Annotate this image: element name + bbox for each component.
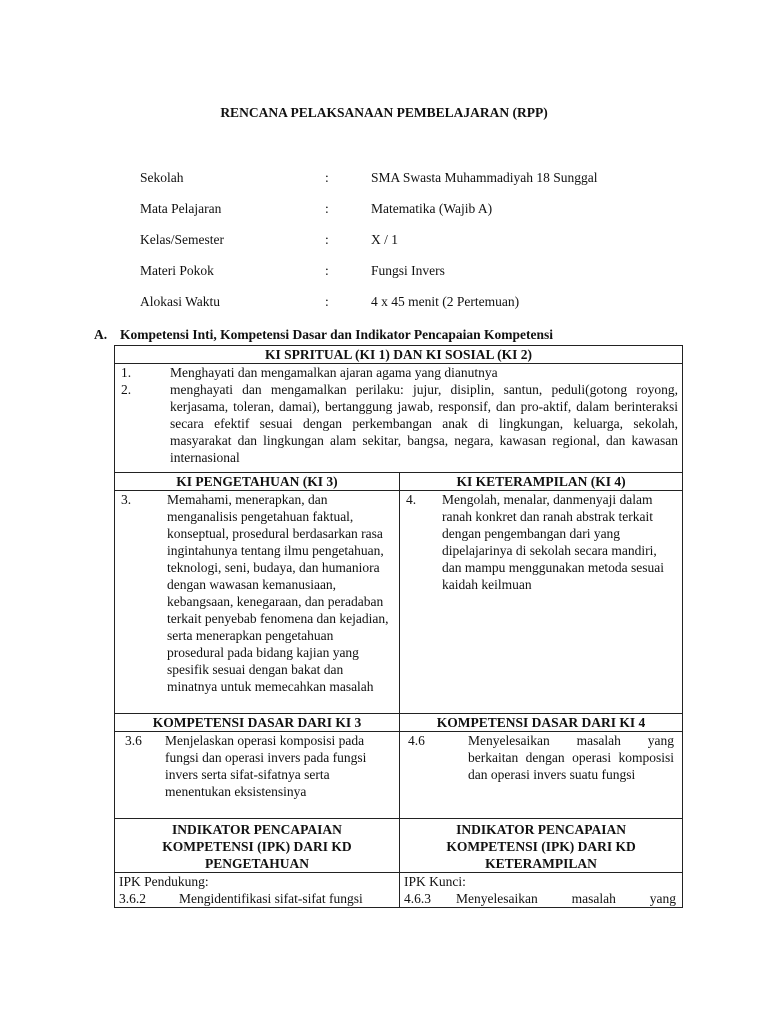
ki3-body bbox=[115, 491, 400, 714]
kd-item-number: 3.6 bbox=[125, 733, 142, 748]
ipk-subheading: IPK Pendukung: bbox=[119, 874, 209, 889]
ki-item-number: 1. bbox=[121, 365, 132, 380]
ipk-keterampilan-body bbox=[400, 873, 683, 908]
ki-item-text: Menghayati dan mengamalkan ajaran agama yang dianutnya bbox=[170, 365, 498, 380]
ki12-header: KI SPRITUAL (KI 1) DAN KI SOSIAL (KI 2) bbox=[115, 346, 683, 364]
ipk-item bbox=[404, 890, 676, 907]
identity-value: Fungsi Invers bbox=[371, 263, 445, 278]
ipk-pengetahuan-header: INDIKATOR PENCAPAIAN KOMPETENSI (IPK) DARI KD PENGETAHUAN bbox=[115, 819, 400, 873]
identity-colon: : bbox=[325, 294, 329, 309]
section-letter: A. bbox=[94, 327, 108, 342]
identity-label: Materi Pokok bbox=[140, 263, 214, 278]
ki-item-text: Mengolah, menalar, danmenyaji dalam ranah konkret dan ranah abstrak terkait dengan pengembangan dari yang dipelajarinya di sekolah secara mandiri, dan mampu menggunakan metoda sesuai kaidah keilmuan bbox=[442, 492, 664, 592]
identity-colon: : bbox=[325, 232, 329, 247]
identity-colon: : bbox=[325, 263, 329, 278]
identity-value: X / 1 bbox=[371, 232, 398, 247]
ki12-body bbox=[115, 364, 683, 473]
kd4-body bbox=[400, 732, 683, 819]
ki-item-text: Memahami, menerapkan, dan menganalisis pengetahuan faktual, konseptual, prosedural berdasarkan rasa ingintahunya tentang ilmu pengetahuan, teknologi, seni, budaya, dan humaniora dengan wawasan kemanusiaan, kebangsaan, kenegaraan, dan peradaban terkait penyebab fenomena dan kejadian, serta menerapkan pengetahuan prosedural pada bidang kajian yang spesifik sesuai dengan bakat dan minatnya untuk memecahkan masalah bbox=[167, 492, 389, 694]
identity-row-class bbox=[140, 231, 700, 249]
identity-colon: : bbox=[325, 201, 329, 216]
kd4-header: KOMPETENSI DASAR DARI KI 4 bbox=[400, 714, 683, 732]
section-title: Kompetensi Inti, Kompetensi Dasar dan Indikator Pencapaian Kompetensi bbox=[120, 327, 554, 342]
kd-body-row bbox=[115, 732, 683, 819]
kd-item bbox=[119, 732, 395, 800]
identity-label: Alokasi Waktu bbox=[140, 294, 221, 309]
ki-item-text: menghayati dan mengamalkan perilaku: jujur, disiplin, santun, peduli(gotong royong, kerjasama, toleran, damai), bertanggung jawab, responsif, dan pro-aktif, dalam berinteraksi secara efektif sesuai dengan perkembangan anak di lingkungan, keluarga, sekolah, masyarakat dan lingkungan alam sekitar, bangsa, negara, kawasan regional, dan kawasan internasional bbox=[170, 382, 679, 465]
kd-item-text: Menjelaskan operasi komposisi pada fungsi dan operasi invers pada fungsi invers serta sifat-sifatnya serta menentukan eksistensinya bbox=[165, 733, 367, 799]
ki-item-number: 4. bbox=[406, 492, 417, 507]
identity-row-subject bbox=[140, 200, 700, 218]
ipk-header-row bbox=[115, 819, 683, 873]
competency-table bbox=[114, 345, 683, 908]
ki-item bbox=[121, 381, 678, 466]
identity-colon: : bbox=[325, 170, 329, 185]
ki34-header-row bbox=[115, 473, 683, 491]
section-heading bbox=[94, 326, 553, 343]
kd-header-row bbox=[115, 714, 683, 732]
ki34-body-row bbox=[115, 491, 683, 714]
ki-item-number: 3. bbox=[121, 492, 132, 507]
ki-item bbox=[121, 491, 395, 695]
ki12-body-row bbox=[115, 364, 683, 473]
kd-item-number: 4.6 bbox=[408, 733, 425, 748]
ki-item-number: 2. bbox=[121, 382, 132, 397]
ipk-item bbox=[119, 890, 395, 907]
identity-label: Mata Pelajaran bbox=[140, 201, 222, 216]
ipk-subheading: IPK Kunci: bbox=[404, 874, 466, 889]
ipk-item-number: 4.6.3 bbox=[404, 891, 431, 906]
ipk-item-text: Mengidentifikasi sifat-sifat fungsi bbox=[179, 891, 363, 906]
ki4-header: KI KETERAMPILAN (KI 4) bbox=[400, 473, 683, 491]
identity-label: Kelas/Semester bbox=[140, 232, 224, 247]
ki3-header: KI PENGETAHUAN (KI 3) bbox=[115, 473, 400, 491]
identity-row-school bbox=[140, 169, 700, 187]
ki-item bbox=[406, 491, 678, 593]
kd3-header: KOMPETENSI DASAR DARI KI 3 bbox=[115, 714, 400, 732]
ipk-item-text: Menyelesaikan masalah yang bbox=[456, 891, 677, 906]
ipk-body-row bbox=[115, 873, 683, 908]
identity-value: SMA Swasta Muhammadiyah 18 Sunggal bbox=[371, 170, 598, 185]
kd-item-text: Menyelesaikan masalah yang berkaitan dengan operasi komposisi dan operasi invers suatu fungsi bbox=[468, 733, 675, 782]
ipk-pengetahuan-body bbox=[115, 873, 400, 908]
identity-value: 4 x 45 menit (2 Pertemuan) bbox=[371, 294, 520, 309]
identity-value: Matematika (Wajib A) bbox=[371, 201, 493, 216]
kd3-body bbox=[115, 732, 400, 819]
identity-row-topic bbox=[140, 262, 700, 280]
identity-row-time bbox=[140, 293, 700, 311]
document-title: RENCANA PELAKSANAAN PEMBELAJARAN (RPP) bbox=[220, 105, 548, 120]
ipk-item-number: 3.6.2 bbox=[119, 891, 146, 906]
ipk-keterampilan-header: INDIKATOR PENCAPAIAN KOMPETENSI (IPK) DARI KD KETERAMPILAN bbox=[400, 819, 683, 873]
identity-label: Sekolah bbox=[140, 170, 184, 185]
ki-item bbox=[121, 364, 678, 381]
ki4-body bbox=[400, 491, 683, 714]
kd-item bbox=[404, 732, 674, 783]
ki12-header-row bbox=[115, 346, 683, 364]
